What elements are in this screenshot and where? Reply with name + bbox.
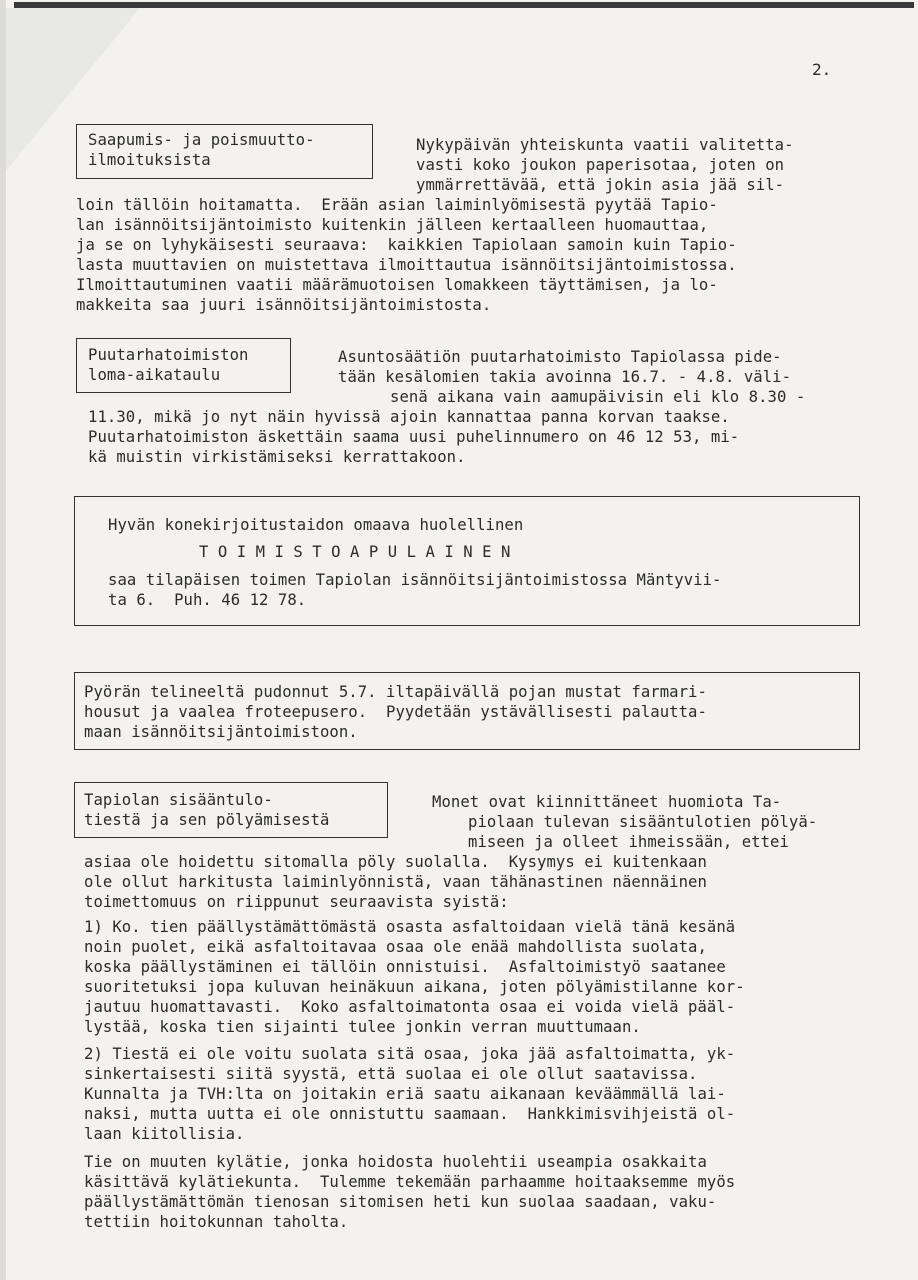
left-edge [0,0,6,1280]
text-line: maan isännöitsijäntoimistoon. [84,723,358,741]
heading-garden-line-2: loma-aikataulu [88,366,221,384]
text-line: lasta muuttavien on muistettava ilmoittautua isännöitsijäntoimistossa. [76,256,737,274]
text-line: miseen ja olleet ihmeissään, ettei [468,833,789,851]
text-line: naksi, mutta uutta ei ole onnistuttu saamaan. Hankkimisvihjeistä ol- [84,1105,736,1123]
top-edge-shadow [14,2,914,8]
text-line: piolaan tulevan sisääntulotien pölyä- [468,813,818,831]
text-line: kä muistin virkistämiseksi kerrattakoon. [88,448,466,466]
text-line: jautuu huomattavasti. Koko asfaltoimatonta osaa ei voida vielä pääl- [84,998,736,1016]
text-line: ymmärrettävää, että jokin asia jää sil- [416,176,785,194]
text-line: sinkertaisesti siitä syystä, että suolaa ei ole ollut saatavissa. [84,1065,698,1083]
text-line: koska päällystäminen ei tällöin onnistuisi. Asfaltoimistyö saatanee [84,958,726,976]
text-line: Hyvän konekirjoitustaidon omaava huolellinen [108,516,524,534]
text-line: housut ja vaalea froteepusero. Pyydetään ystävällisesti palautta- [84,703,707,721]
text-line: makkeita saa juuri isännöitsijäntoimistosta. [76,296,492,314]
text-line: Ilmoittautuminen vaatii määrämuotoisen lomakkeen täyttämisen, ja lo- [76,276,718,294]
text-line: suoritetuksi jopa kuluvan heinäkuun aikana, joten pölyämistilanne kor- [84,978,745,996]
text-line: Puutarhatoimiston äskettäin saama uusi puhelinnumero on 46 12 53, mi- [88,428,740,446]
text-line: ole ollut harkitusta laiminlyönnistä, vaan tähänastinen näennäinen [84,873,707,891]
heading-garden-line-1: Puutarhatoimiston [88,346,249,364]
text-line: Tie on muuten kylätie, jonka hoidosta huolehtii useampia osakkaita [84,1153,707,1171]
text-line: käsittävä kylätiekunta. Tulemme tekemään parhaamme hoitaaksemme myös [84,1173,736,1191]
text-line: asiaa ole hoidettu sitomalla pöly suolalla. Kysymys ei kuitenkaan [84,853,707,871]
text-line: ja se on lyhykäisesti seuraava: kaikkien Tapiolaan samoin kuin Tapio- [76,236,737,254]
text-line: noin puolet, eikä asfaltoitavaa osaa ole enää mahdollista suolata, [84,938,707,956]
text-line: senä aikana vain aamupäivisin eli klo 8.30 - [390,388,806,406]
text-line: tettiin hoitokunnan taholta. [84,1213,349,1231]
heading-road-line-2: tiestä ja sen pölyämisestä [84,811,330,829]
text-line: ta 6. Puh. 46 12 78. [108,591,307,609]
text-line: vasti koko joukon paperisotaa, joten on [416,156,785,174]
text-line: lan isännöitsijäntoimisto kuitenkin jälleen kertaalleen huomauttaa, [76,216,709,234]
text-line: 1) Ko. tien päällystämättömästä osasta asfaltoidaan vielä tänä kesänä [84,918,736,936]
text-line: 11.30, mikä jo nyt näin hyvissä ajoin kannattaa panna korvan taakse. [88,408,730,426]
text-line: lystää, koska tien sijainti tulee jonkin verran muuttumaan. [84,1018,641,1036]
text-line: saa tilapäisen toimen Tapiolan isännöitsijäntoimistossa Mäntyvii- [108,571,722,589]
text-line: toimettomuus on riippunut seuraavista syistä: [84,893,509,911]
text-line: Monet ovat kiinnittäneet huomiota Ta- [432,793,782,811]
heading-arrivals-line-2: ilmoituksista [88,151,211,169]
heading-road-line-1: Tapiolan sisääntulo- [84,791,273,809]
text-line: Pyörän telineeltä pudonnut 5.7. iltapäivällä pojan mustat farmari- [84,683,707,701]
text-line: päällystämättömän tienosan sitomisen heti kun suolaa saadaan, vaku- [84,1193,717,1211]
text-line: Kunnalta ja TVH:lta on joitakin eriä saatu aikanaan keväämmällä lai- [84,1085,726,1103]
text-line: laan kiitollisia. [84,1125,245,1143]
text-line: Nykypäivän yhteiskunta vaatii valitetta- [416,136,794,154]
text-line: 2) Tiestä ei ole voitu suolata sitä osaa, joka jää asfaltoimatta, yk- [84,1045,736,1063]
heading-arrivals-line-1: Saapumis- ja poismuutto- [88,131,315,149]
job-title: T O I M I S T O A P U L A I N E N [199,543,511,561]
text-line: loin tällöin hoitamatta. Erään asian laiminlyömisestä pyytää Tapio- [76,196,718,214]
page-number: 2. [812,60,832,79]
text-line: tään kesälomien takia avoinna 16.7. - 4.8. väli- [338,368,792,386]
text-line: Asuntosäätiön puutarhatoimisto Tapiolassa pide- [338,348,782,366]
